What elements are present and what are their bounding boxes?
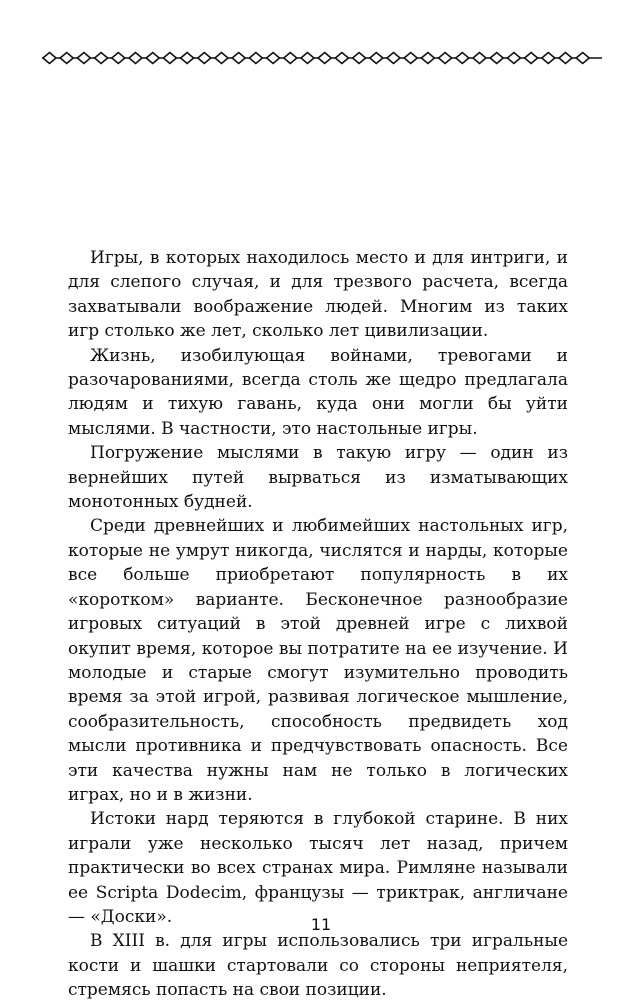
page-number: 11	[310, 915, 332, 934]
paragraph-5: Истоки нард теряются в глубокой старине. В них играли уже несколько тысяч лет назад, причем практически во всех странах мира. Римляне называли ее Scripta Dodecim, французы — триктрак, англичане — «Доски».	[68, 809, 568, 927]
paragraph-2: Жизнь, изобилующая войнами, тревогами и разочарованиями, всегда столь же щедро предлагала людям и тихую гавань, куда они могли бы уйти мыслями. В частности, это настольные игры.	[68, 345, 568, 439]
paragraph-3: Погружение мыслями в такую игру — один из вернейших путей вырваться из изматывающих монотонных будней.	[68, 443, 568, 513]
paragraph-6: В XIII в. для игры использовались три игральные кости и шашки стартовали со стороны неприятеля, стремясь попасть на свои позиции.	[68, 931, 568, 1001]
paragraph-4: Среди древнейших и любимейших настольных игр, которые не умрут никогда, числятся и нарды, которые все больше приобретают популярность в их «коротком» варианте. Бесконечное разнообразие игровых ситуаций в этой древней игре с лихвой окупит время, которое вы потратите на ее изучение. И молодые и старые смогут изумительно проводить время за этой игрой, развивая логическое мышление, сообразительность, способность предвидеть ход мысли противника и предчувствовать опасность. Все эти качества нужны нам не только в логических играх, но и в жизни.	[68, 516, 568, 805]
diamond-chain-ornament-icon	[42, 50, 602, 66]
page-body	[68, 246, 568, 1003]
paragraph-1: Игры, в которых находилось место и для интриги, и для слепого случая, и для трезвого расчета, всегда захватывали воображение людей. Многим из таких игр столько же лет, сколько лет цивилизации.	[68, 248, 568, 342]
